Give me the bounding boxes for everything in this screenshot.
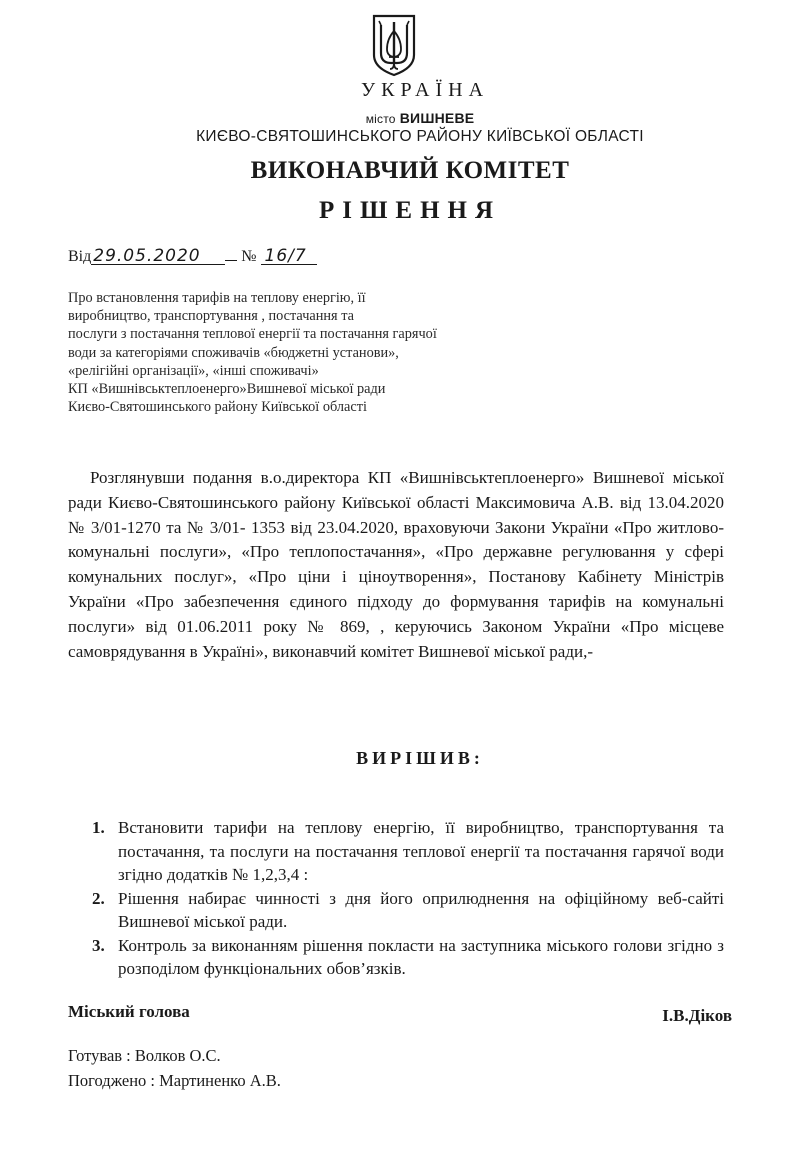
subject-line: «релігійні організації», «інші споживачі»	[68, 362, 319, 379]
committee-title: ВИКОНАВЧИЙ КОМІТЕТ	[250, 157, 570, 184]
decision-item	[92, 887, 724, 934]
city-prefix: місто	[365, 112, 396, 126]
preamble-paragraph: Розглянувши подання в.о.директора КП «Вишнівськтеплоенерго» Вишневої міської ради Києво-Святошинського району Київської області Максимовича А.В. від 13.04.2020 № 3/01-1270 та № 3/01- 1353 від 23.04.2020, враховуючи Закони України «Про житлово-комунальні послуги», «Про теплопостачання», «Про державне регулювання у сфері комунальних послуг», «Про ціни і ціноутворення», Постанову Кабінету Міністрів України «Про забезпечення єдиного підходу до формування тарифів на комунальні послуги» від 01.06.2011 року № 869, , керуючись Законом України «Про місцеве самоврядування в Україні», виконавчий комітет Вишневої міської ради,-	[68, 468, 724, 661]
country-name: УКРАЇНА	[360, 79, 490, 101]
item-text: Контроль за виконанням рішення покласти на заступника міського голови згідно з розподілом функціональних обов’язків.	[118, 935, 724, 978]
subject-line: послуги з постачання теплової енергії та постачання гарячої	[68, 326, 437, 343]
number-prefix: №	[241, 248, 257, 265]
district-line: КИЄВО-СВЯТОШИНСЬКОГО РАЙОНУ КИЇВСЬКОЇ ОБЛАСТІ	[196, 128, 644, 145]
date-number-line	[68, 248, 317, 266]
subject-line: води за категоріями споживачів «бюджетні установи»,	[68, 344, 399, 361]
city-name: ВИШНЕВЕ	[399, 110, 475, 126]
city-line	[0, 110, 800, 126]
signatory-title: Міський голова	[68, 1002, 190, 1021]
decision-items-list	[92, 816, 724, 981]
resolved-heading: ВИРІШИВ:	[356, 748, 484, 768]
subject-line: Києво-Святошинського району Київської області	[68, 399, 367, 416]
decision-item	[92, 934, 724, 981]
subject-line: виробництво, транспортування , постачання та	[68, 308, 354, 325]
item-number: 2.	[92, 888, 105, 908]
decision-number: 16/7	[261, 248, 317, 265]
date-underline	[225, 260, 237, 261]
date-prefix: Від	[68, 248, 92, 265]
coat-of-arms-icon	[371, 13, 417, 77]
decision-date: 29.05.2020	[91, 248, 225, 265]
item-text: Встановити тарифи на теплову енергію, її виробництво, транспортування та постачання, та послуги на постачання теплової енергії та постачання гарячої води згідно додатків № 1,2,3,4 :	[118, 818, 724, 884]
decision-item	[92, 816, 724, 887]
document-type-title: РІШЕННЯ	[318, 197, 502, 224]
subject-block	[68, 289, 548, 416]
item-number: 1.	[92, 818, 105, 837]
item-number: 3.	[92, 935, 105, 955]
item-text: Рішення набирає чинності з дня його оприлюднення на офіційному веб-сайті Вишневої міської ради.	[118, 888, 724, 931]
subject-line: КП «Вишнівськтеплоенерго»Вишневої міської ради	[68, 381, 386, 398]
signatory-name: І.В.Діков	[662, 1006, 732, 1025]
prepared-by: Готував : Волков О.С.	[68, 1046, 221, 1065]
subject-line: Про встановлення тарифів на теплову енергію, її	[68, 290, 366, 306]
agreed-by: Погоджено : Мартиненко А.В.	[68, 1071, 281, 1090]
